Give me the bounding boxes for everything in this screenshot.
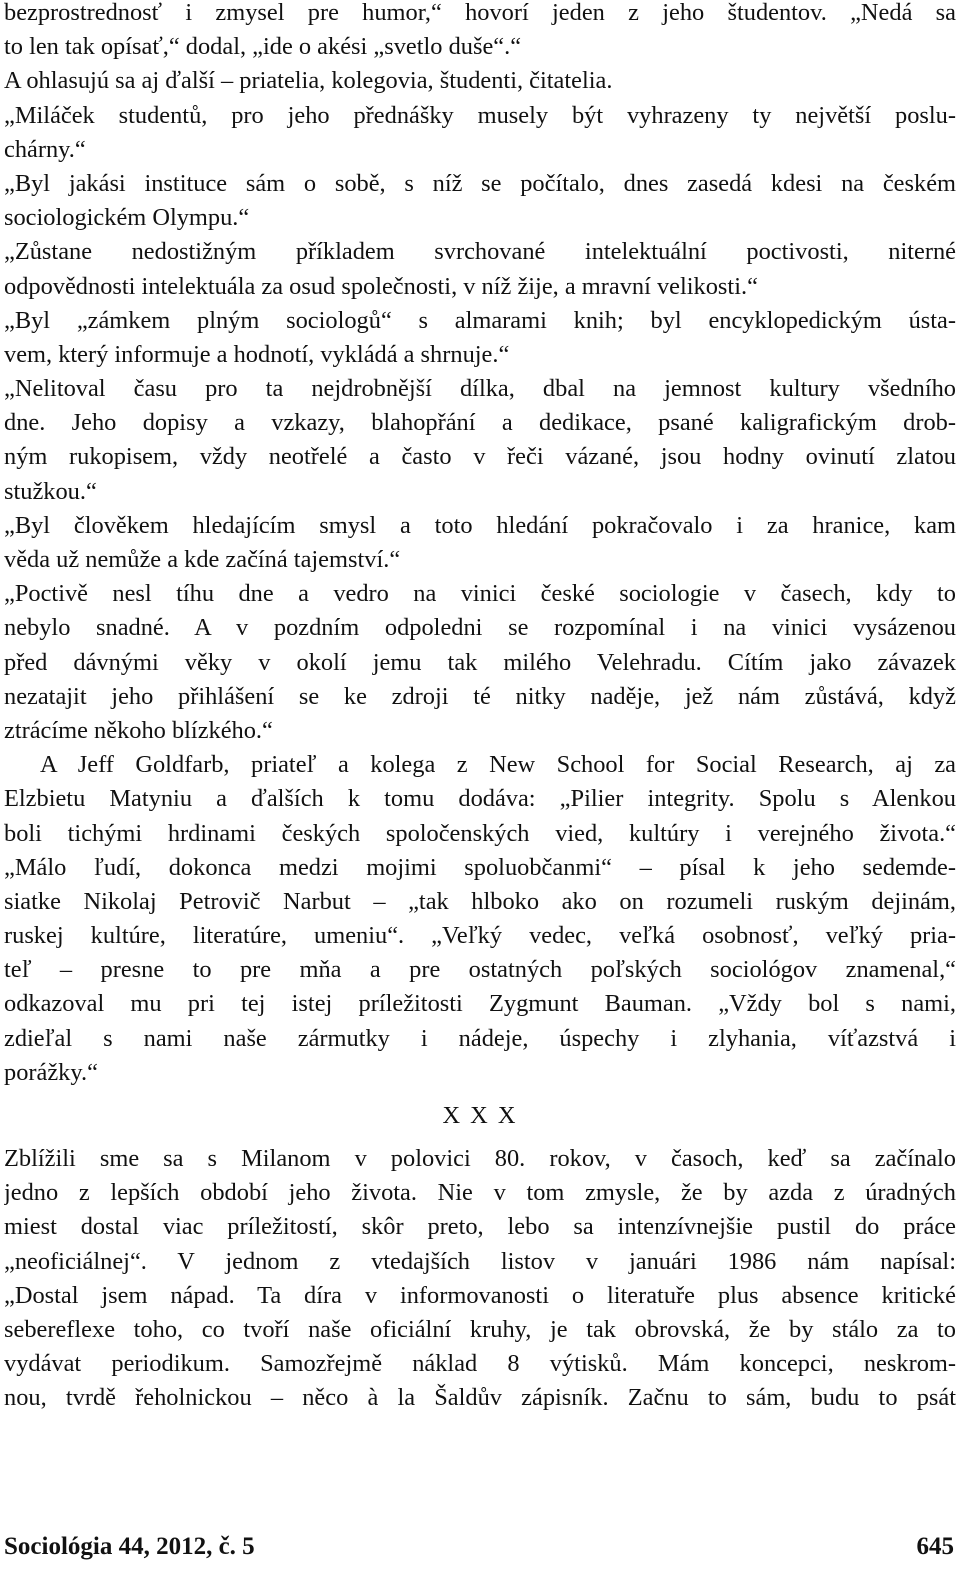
journal-citation: Sociológia 44, 2012, č. 5	[4, 1533, 255, 1560]
text-line: „Byl jakási instituce sám o sobě, s níž se počítalo, dnes zasedá kdesi na českém	[4, 169, 956, 197]
text-line: Elzbietu Matyniu a ďalších k tomu dodáva: „Pilier integrity. Spolu s Alenkou	[4, 785, 956, 813]
text-line: „Málo ľudí, dokonca medzi mojimi spoluobčanmi“ – písal k jeho sedemde-	[4, 853, 956, 881]
text-line: bezprostrednosť i zmysel pre humor,“ hovorí jeden z jeho študentov. „Nedá sa	[4, 0, 956, 26]
text-line: „Poctivě nesl tíhu dne a vedro na vinici české sociologie v časech, kdy to	[4, 580, 956, 608]
text-line: vem, který informuje a hodnotí, vykládá a shrnuje.“	[4, 340, 510, 368]
text-line: ruskej kultúre, literatúre, umeniu“. „Veľký vedec, veľká osobnosť, veľký pria-	[4, 922, 956, 950]
text-line: A ohlasujú sa aj ďalší – priatelia, kolegovia, študenti, čitatelia.	[4, 67, 613, 95]
text-line: chárny.“	[4, 135, 86, 163]
text-line: boli tichými hrdinami českých spoločenských vied, kultúry i verejného života.“	[4, 819, 956, 847]
text-line: zdieľal s nami naše zármutky i nádeje, úspechy i zlyhania, víťazstvá i	[4, 1024, 956, 1052]
page-footer	[4, 1530, 954, 1564]
text-line: ztrácíme někoho blízkého.“	[4, 716, 273, 744]
text-line: vydávat periodikum. Samozřejmě náklad 8 výtisků. Mám koncepci, neskrom-	[4, 1350, 956, 1378]
text-line: „Byl člověkem hledajícím smysl a toto hledání pokračovalo i za hranice, kam	[4, 511, 956, 539]
text-line: „Byl „zámkem plným sociologů“ s almarami knih; byl encyklopedickým ústa-	[4, 306, 956, 334]
text-line: siatke Nikolaj Petrovič Narbut – „tak hlboko ako on rozumeli ruským dejinám,	[4, 887, 956, 915]
text-line: sociologickém Olympu.“	[4, 204, 250, 232]
text-line: A Jeff Goldfarb, priateľ a kolega z New School for Social Research, aj za	[40, 751, 956, 779]
text-line: to len tak opísať,“ dodal, „ide o akési „svetlo duše“.“	[4, 33, 522, 61]
text-line: nezatajit jeho přihlášení se ke zdroji té nitky naděje, jež nám zůstává, když	[4, 682, 956, 710]
text-line: stužkou.“	[4, 477, 97, 505]
text-line: ným rukopisem, vždy neotřelé a často v řeči vázané, jsou hodny ovinutí zlatou	[4, 443, 956, 471]
text-line: „Dostal jsem nápad. Ta díra v informovanosti o literatuře plus absence kritické	[4, 1281, 956, 1309]
text-line: „neoficiálnej“. V jednom z vtedajších listov v januári 1986 nám napísal:	[4, 1247, 956, 1275]
text-line: nou, tvrdě řeholnickou – něco à la Šaldův zápisník. Začnu to sám, budu to psát	[4, 1384, 956, 1412]
text-line: nebylo snadné. A v pozdním odpoledni se rozpomínal i na vinici vysázenou	[4, 614, 956, 642]
text-line: dne. Jeho dopisy a vzkazy, blahopřání a dedikace, psané kaligrafickým drob-	[4, 409, 956, 437]
text-line: „Zůstane nedostižným příkladem svrchované intelektuální poctivosti, niterné	[4, 238, 956, 266]
text-line: věda už nemůže a kde začíná tajemství.“	[4, 546, 401, 573]
text-line: miest dostal viac príležitostí, skôr preto, lebo sa intenzívnejšie pustil do práce	[4, 1213, 956, 1241]
section-separator: X X X	[442, 1102, 518, 1129]
text-line: „Miláček studentů, pro jeho přednášky musely být vyhrazeny ty největší poslu-	[4, 101, 956, 129]
text-line: před dávnými věky v okolí jemu tak milého Velehradu. Cítím jako závazek	[4, 648, 956, 676]
article-body	[4, 0, 956, 1416]
page-number: 645	[916, 1533, 954, 1560]
text-line: Zblížili sme sa s Milanom v polovici 80. rokov, v časoch, keď sa začínalo	[4, 1145, 956, 1172]
text-line: porážky.“	[4, 1058, 98, 1086]
text-line: odkazoval mu pri tej istej príležitosti Zygmunt Bauman. „Vždy bol s nami,	[4, 990, 956, 1018]
text-line: „Nelitoval času pro ta nejdrobnější dílka, dbal na jemnost kultury všedního	[4, 375, 956, 403]
text-line: teľ – presne to pre mňa a pre ostatných poľských sociológov znamenal,“	[4, 956, 956, 984]
text-line: sebereflexe toho, co tvoří naše oficiální kruhy, je tak obrovská, že by stálo za to	[4, 1315, 956, 1343]
text-line: odpovědnosti intelektuála za osud společnosti, v níž žije, a mravní velikosti.“	[4, 272, 758, 300]
text-line: jedno z lepších období jeho života. Nie v tom zmysle, že by azda z úradných	[4, 1179, 956, 1207]
